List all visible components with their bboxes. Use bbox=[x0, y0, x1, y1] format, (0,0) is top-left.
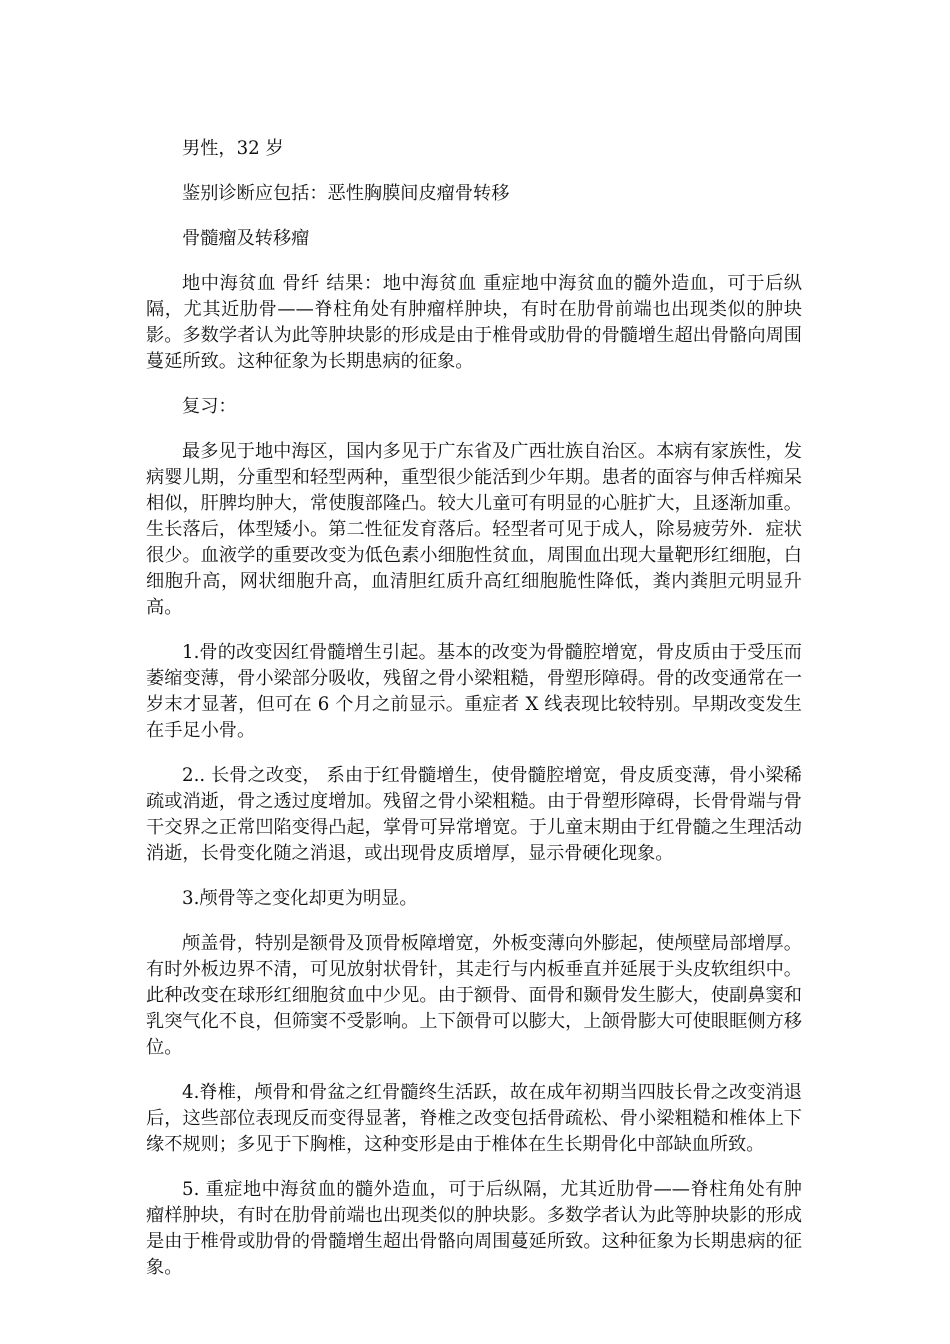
review-heading: 复习： bbox=[182, 396, 237, 417]
long-bone-paragraph: 2.. 长骨之改变， 系由于红骨髓增生，使骨髓腔增宽，骨皮质变薄，骨小梁稀疏或消逝，骨之透过度增加。残留之骨小梁粗糙。由于骨塑形障碍，长骨骨端与骨干交界之正常凹陷变得凸起，掌骨可异常增宽。于儿童末期由于红骨髓之生理活动消逝，长骨变化随之消退，或出现骨皮质增厚，显示骨硬化现象。 bbox=[146, 765, 802, 864]
myeloma-paragraph: 骨髓瘤及转移瘤 bbox=[182, 228, 310, 249]
differential-diagnosis-paragraph: 鉴别诊断应包括：恶性胸膜间皮瘤骨转移 bbox=[182, 183, 510, 204]
spine-paragraph: 4.脊椎，颅骨和骨盆之红骨髓终生活跃，故在成年初期当四肢长骨之改变消退后，这些部位表现反而变得显著，脊椎之改变包括骨疏松、骨小梁粗糙和椎体上下缘不规则；多见于下胸椎，这种变形是由于椎体在生长期骨化中部缺血所致。 bbox=[146, 1082, 802, 1155]
calvarium-paragraph: 颅盖骨，特别是额骨及顶骨板障增宽，外板变薄向外膨起，使颅壁局部增厚。有时外板边界不清，可见放射状骨针，其走行与内板垂直并延展于头皮软组织中。此种改变在球形红细胞贫血中少见。由于额骨、面骨和颞骨发生膨大，使副鼻窦和乳突气化不良，但筛窦不受影响。上下颌骨可以膨大，上颌骨膨大可使眼眶侧方移位。 bbox=[146, 933, 802, 1058]
skull-heading-paragraph: 3.颅骨等之变化却更为明显。 bbox=[182, 888, 418, 909]
overview-paragraph: 最多见于地中海区，国内多见于广东省及广西壮族自治区。本病有家族性，发病婴儿期，分重型和轻型两种，重型很少能活到少年期。患者的面容与伸舌样痴呆相似，肝脾均肿大，常使腹部隆凸。较大儿童可有明显的心脏扩大，且逐渐加重。生长落后，体型矮小。第二性征发育落后。轻型者可见于成人，除易疲劳外．症状很少。血液学的重要改变为低色素小细胞性贫血，周围血出现大量靶形红细胞，白细胞升高，网状细胞升高，血清胆红质升高红细胞脆性降低，粪内粪胆元明显升高。 bbox=[146, 441, 802, 618]
document-page bbox=[146, 136, 802, 1300]
result-paragraph: 地中海贫血 骨纤 结果：地中海贫血 重症地中海贫血的髓外造血，可于后纵隔，尤其近肋骨——脊柱角处有肿瘤样肿块，有时在肋骨前端也出现类似的肿块影。多数学者认为此等肿块影的形成是由于椎骨或肋骨的骨髓增生超出骨骼向周围蔓延所致。这种征象为长期患病的征象。 bbox=[146, 273, 802, 372]
patient-info-paragraph: 男性，32 岁 bbox=[182, 138, 284, 159]
extramedullary-paragraph: 5. 重症地中海贫血的髓外造血，可于后纵隔，尤其近肋骨——脊柱角处有肿瘤样肿块，有时在肋骨前端也出现类似的肿块影。多数学者认为此等肿块影的形成是由于椎骨或肋骨的骨髓增生超出骨骼向周围蔓延所致。这种征象为长期患病的征象。 bbox=[146, 1179, 802, 1278]
bone-changes-paragraph: 1.骨的改变因红骨髓增生引起。基本的改变为骨髓腔增宽，骨皮质由于受压而萎缩变薄，骨小梁部分吸收，残留之骨小梁粗糙，骨塑形障碍。骨的改变通常在一岁末才显著，但可在 6 个月之前显示。重症者 X 线表现比较特别。早期改变发生在手足小骨。 bbox=[146, 642, 802, 741]
